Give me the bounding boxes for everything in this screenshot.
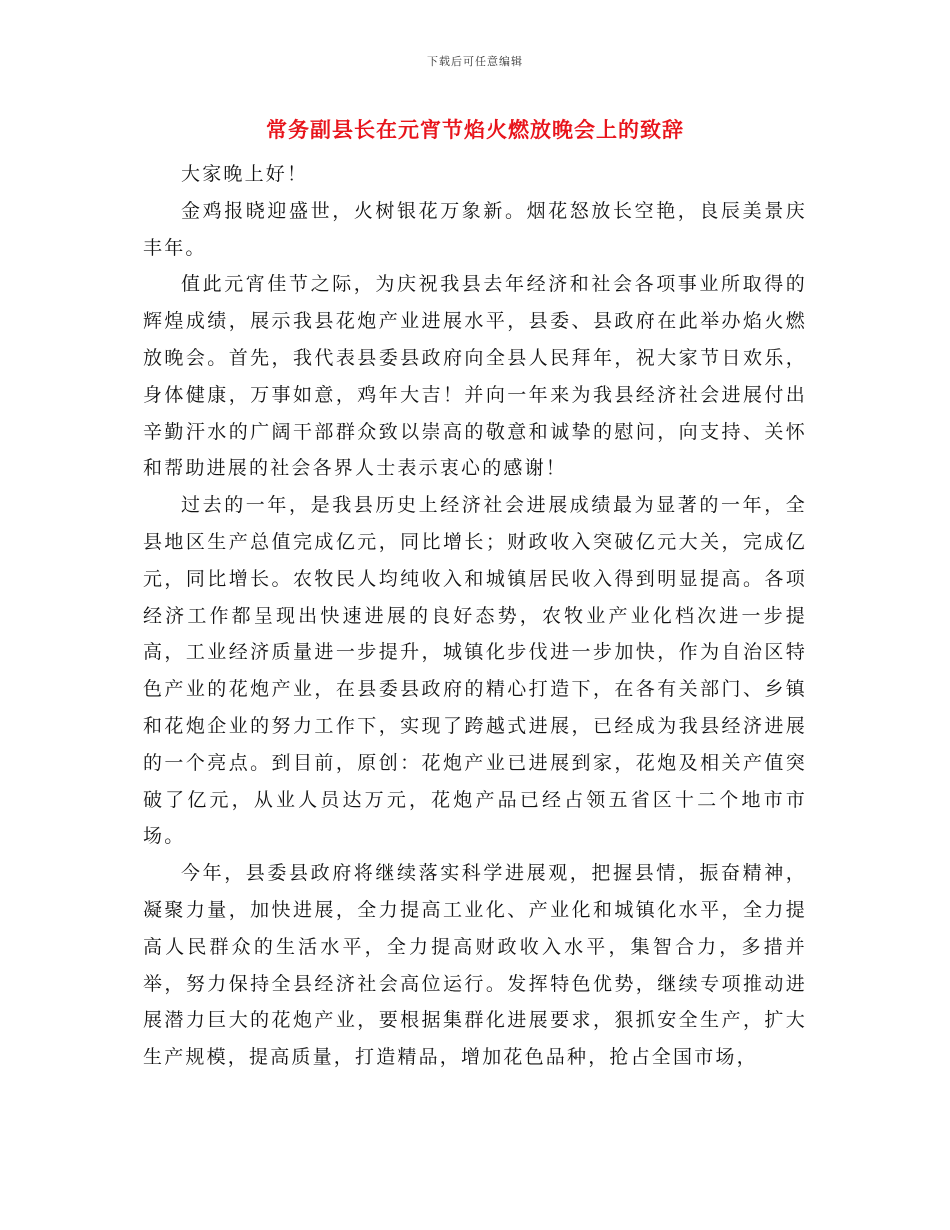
paragraph-greeting: 大家晚上好！ [181, 163, 309, 185]
paragraph-occasion: 值此元宵佳节之际，为庆祝我县去年经济和社会各项事业所取得的辉煌成绩，展示我县花炮产业进展水平，县委、县政府在此举办焰火燃放晚会。首先，我代表县委县政府向全县人民拜年，祝大家节日欢乐，身体健康，万事如意，鸡年大吉！并向一年来为我县经济社会进展付出辛勤汗水的广阔干部群众致以崇高的敬意和诚挚的慰问，向支持、关怀和帮助进展的社会各界人士表示衷心的感谢！ [143, 273, 807, 480]
header-note: 下载后可任意编辑 [427, 55, 523, 68]
paragraph-opening-verse: 金鸡报晓迎盛世，火树银花万象新。烟花怒放长空艳，良辰美景庆丰年。 [143, 199, 807, 259]
document-body [143, 156, 807, 1076]
document-title: 常务副县长在元宵节焰火燃放晚会上的致辞 [266, 117, 684, 142]
paragraph-past-year: 过去的一年，是我县历史上经济社会进展成绩最为显著的一年，全县地区生产总值完成亿元，同比增长；财政收入突破亿元大关，完成亿元，同比增长。农牧民人均纯收入和城镇居民收入得到明显提高。各项经济工作都呈现出快速进展的良好态势，农牧业产业化档次进一步提高，工业经济质量进一步提升，城镇化步伐进一步加快，作为自治区特色产业的花炮产业，在县委县政府的精心打造下，在各有关部门、乡镇和花炮企业的努力工作下，实现了跨越式进展，已经成为我县经济进展的一个亮点。到目前，原创：花炮产业已进展到家，花炮及相关产值突破了亿元，从业人员达万元，花炮产品已经占领五省区十二个地市市场。 [143, 494, 807, 848]
paragraph-this-year: 今年，县委县政府将继续落实科学进展观，把握县情，振奋精神，凝聚力量，加快进展，全力提高工业化、产业化和城镇化水平，全力提高人民群众的生活水平，全力提高财政收入水平，集智合力，多措并举，努力保持全县经济社会高位运行。发挥特色优势，继续专项推动进展潜力巨大的花炮产业，要根据集群化进展要求，狠抓安全生产，扩大生产规模，提高质量，打造精品，增加花色品种，抢占全国市场， [143, 862, 807, 1069]
